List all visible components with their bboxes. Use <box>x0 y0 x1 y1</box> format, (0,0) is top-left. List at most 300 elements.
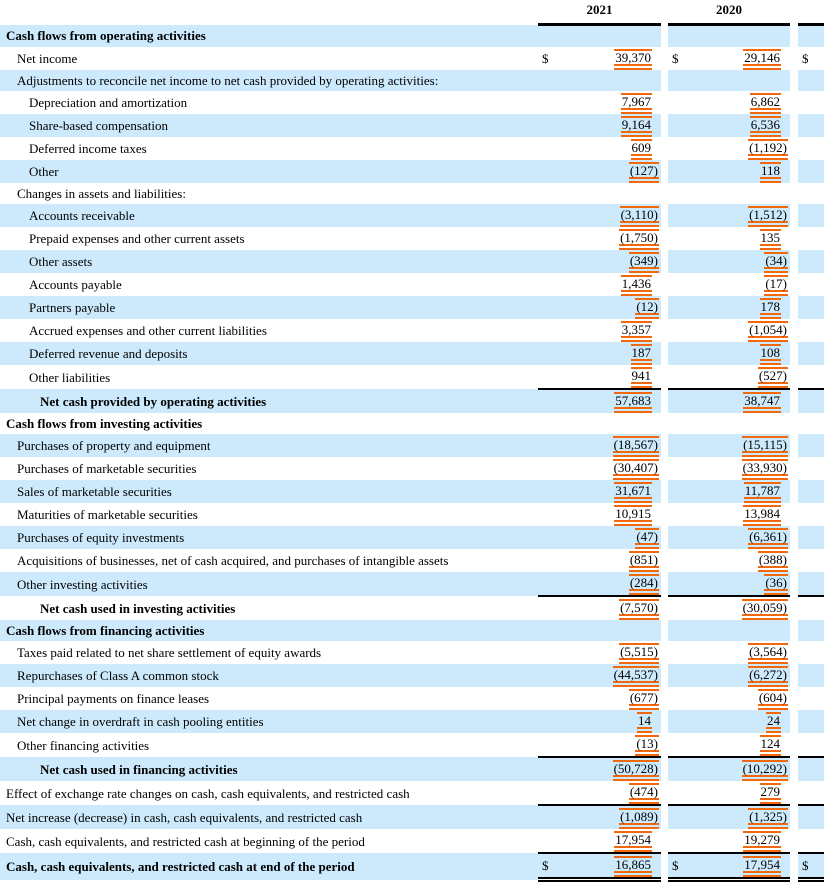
table-row <box>0 572 824 596</box>
tagged-value-2021[interactable]: 14 <box>637 712 652 733</box>
dollar-sign <box>538 227 556 250</box>
cutoff-column-dollar-sign <box>798 204 824 227</box>
value-cell-2021 <box>556 365 661 389</box>
tagged-value-2021[interactable]: 16,865 <box>614 856 652 877</box>
table-row <box>0 413 824 434</box>
value-cell-2020 <box>688 526 790 549</box>
row-label: Accounts receivable <box>0 204 538 227</box>
tagged-value-2020[interactable]: 19,279 <box>743 831 781 852</box>
table-row <box>0 733 824 757</box>
tagged-value-2021[interactable]: (5,515) <box>619 643 659 664</box>
dollar-sign <box>668 227 688 250</box>
value-cell-2020 <box>688 47 790 70</box>
tagged-value-2021[interactable]: 57,683 <box>614 392 652 413</box>
tagged-value-2020[interactable]: (33,930) <box>742 459 788 480</box>
table-row <box>0 526 824 549</box>
row-label: Taxes paid related to net share settlement of equity awards <box>17 645 322 660</box>
table-row <box>0 829 824 853</box>
row-label: Cash flows from operating activities <box>0 25 538 48</box>
tagged-value-2020[interactable]: 118 <box>760 162 781 183</box>
column-gap <box>790 413 798 434</box>
tagged-value-2020[interactable]: (3,564) <box>748 643 788 664</box>
value-cell-2021 <box>556 620 661 641</box>
tagged-value-2021[interactable]: (851) <box>629 551 659 572</box>
row-label: Deferred revenue and deposits <box>0 342 538 365</box>
value-cell-2021 <box>556 160 661 183</box>
cutoff-column-dollar-sign: $ <box>802 51 809 66</box>
value-cell-2020 <box>688 829 790 853</box>
tagged-value-2021[interactable]: 187 <box>631 344 653 365</box>
table-row <box>0 389 824 413</box>
value-cell-2021 <box>556 434 661 457</box>
tagged-value-2021[interactable]: (127) <box>629 162 659 183</box>
column-gap <box>790 620 798 641</box>
tagged-value-2021[interactable]: 609 <box>631 139 653 160</box>
dollar-sign <box>538 641 556 664</box>
tagged-value-2020[interactable]: (1,512) <box>748 206 788 227</box>
column-gap <box>661 853 668 880</box>
column-gap <box>661 549 668 572</box>
cutoff-column-dollar-sign <box>798 664 824 687</box>
value-cell-2020 <box>688 710 790 733</box>
dollar-sign <box>668 549 688 572</box>
table-row <box>0 434 824 457</box>
cutoff-column-dollar-sign <box>798 549 824 572</box>
row-label: Net cash used in investing activities <box>40 600 236 616</box>
value-cell-2021 <box>556 389 661 413</box>
dollar-sign <box>668 296 688 319</box>
value-cell-2021 <box>556 227 661 250</box>
tagged-value-2021[interactable]: (284) <box>629 574 659 595</box>
table-row <box>0 805 824 829</box>
row-label: Sales of marketable securities <box>0 480 538 503</box>
dollar-sign <box>538 273 556 296</box>
value-cell-2021 <box>556 503 661 526</box>
year-2021-header: 2021 <box>538 0 661 25</box>
column-gap <box>790 183 798 204</box>
table-row <box>0 227 824 250</box>
value-cell-2020 <box>688 434 790 457</box>
dollar-sign <box>538 687 556 710</box>
cutoff-column-dollar-sign <box>798 757 824 781</box>
dollar-sign <box>538 250 556 273</box>
table-row <box>0 710 824 733</box>
value-cell-2020 <box>688 805 790 829</box>
column-gap <box>661 413 668 434</box>
value-cell-2021 <box>556 25 661 48</box>
table-row <box>0 91 824 114</box>
cutoff-column-dollar-sign <box>798 434 824 457</box>
year-2020-header: 2020 <box>668 0 790 25</box>
column-gap <box>661 137 668 160</box>
tagged-value-2020[interactable]: 24 <box>766 712 781 733</box>
table-row <box>0 47 824 70</box>
tagged-value-2020[interactable]: (15,115) <box>742 436 788 457</box>
value-cell-2020 <box>688 596 790 620</box>
table-row <box>0 183 824 204</box>
value-cell-2021 <box>556 204 661 227</box>
dollar-sign <box>538 342 556 365</box>
table-row <box>0 365 824 389</box>
dollar-sign: $ <box>542 51 549 66</box>
table-row <box>0 273 824 296</box>
column-gap <box>790 114 798 137</box>
row-label: Net increase (decrease) in cash, cash equivalents, and restricted cash <box>0 805 538 829</box>
cutoff-column-dollar-sign <box>798 137 824 160</box>
row-label: Changes in assets and liabilities: <box>17 186 186 201</box>
tagged-value-2020[interactable]: (6,361) <box>748 528 788 549</box>
value-cell-2020 <box>688 687 790 710</box>
column-gap <box>790 457 798 480</box>
tagged-value-2020[interactable]: (34) <box>764 252 788 273</box>
tagged-value-2020[interactable]: (10,292) <box>742 760 788 781</box>
column-gap <box>790 434 798 457</box>
tagged-value-2020[interactable]: (1,192) <box>748 139 788 160</box>
cutoff-column-dollar-sign <box>798 457 824 480</box>
value-cell-2021 <box>556 91 661 114</box>
row-label: Cash, cash equivalents, and restricted cash at beginning of the period <box>6 833 365 849</box>
row-label: Effect of exchange rate changes on cash, cash equivalents, and restricted cash <box>6 785 410 801</box>
cutoff-column-dollar-sign <box>798 319 824 342</box>
column-gap <box>661 620 668 641</box>
row-label: Other liabilities <box>29 369 111 385</box>
cutoff-column-dollar-sign <box>798 526 824 549</box>
tagged-value-2021[interactable]: (50,728) <box>613 760 659 781</box>
tagged-value-2021[interactable]: 941 <box>631 367 653 388</box>
table-row <box>0 319 824 342</box>
tagged-value-2020[interactable]: 178 <box>760 298 782 319</box>
value-cell-2021 <box>556 687 661 710</box>
tagged-value-2020[interactable]: 108 <box>760 344 782 365</box>
row-label: Cash flows from investing activities <box>6 416 203 431</box>
column-gap <box>661 70 668 91</box>
column-gap <box>661 781 668 805</box>
value-cell-2021 <box>556 733 661 757</box>
tagged-value-2020[interactable]: (17) <box>764 275 788 296</box>
row-label: Purchases of equity investments <box>0 526 538 549</box>
dollar-sign <box>668 319 688 342</box>
column-gap <box>790 319 798 342</box>
dollar-sign <box>538 480 556 503</box>
tagged-value-2020[interactable]: (1,054) <box>748 321 788 342</box>
tagged-value-2020[interactable]: 135 <box>760 229 782 250</box>
column-gap <box>661 757 668 781</box>
dollar-sign <box>538 183 556 204</box>
column-gap <box>790 526 798 549</box>
value-cell-2021 <box>556 757 661 781</box>
dollar-sign: $ <box>672 51 679 66</box>
column-gap <box>661 503 668 526</box>
value-cell-2020 <box>688 114 790 137</box>
column-gap <box>661 91 668 114</box>
table-row <box>0 25 824 48</box>
dollar-sign <box>538 70 556 91</box>
table-row <box>0 480 824 503</box>
dollar-sign <box>538 160 556 183</box>
value-cell-2020 <box>688 572 790 596</box>
row-label: Adjustments to reconcile net income to net cash provided by operating activities: <box>0 70 538 91</box>
dollar-sign <box>668 342 688 365</box>
cutoff-column-dollar-sign <box>798 829 824 853</box>
row-label: Cash flows from financing activities <box>0 620 538 641</box>
cutoff-column-dollar-sign <box>798 365 824 389</box>
tagged-value-2020[interactable]: 6,536 <box>750 116 781 137</box>
value-cell-2020 <box>688 480 790 503</box>
dollar-sign <box>668 687 688 710</box>
table-row <box>0 160 824 183</box>
value-cell-2020 <box>688 641 790 664</box>
tagged-value-2020[interactable]: 124 <box>760 735 782 756</box>
tagged-value-2020[interactable]: (30,059) <box>742 599 788 620</box>
column-gap <box>661 25 668 48</box>
value-cell-2020 <box>688 137 790 160</box>
row-label: Repurchases of Class A common stock <box>0 664 538 687</box>
column-gap <box>661 296 668 319</box>
column-gap <box>661 457 668 480</box>
row-label: Share-based compensation <box>0 114 538 137</box>
column-gap <box>790 805 798 829</box>
value-cell-2021 <box>556 114 661 137</box>
column-gap <box>790 781 798 805</box>
cutoff-column-dollar-sign <box>798 710 824 733</box>
tagged-value-2020[interactable]: (36) <box>764 574 788 595</box>
tagged-value-2020[interactable]: 6,862 <box>750 93 781 114</box>
dollar-sign <box>538 526 556 549</box>
tagged-value-2021[interactable]: (3,110) <box>620 206 659 227</box>
value-cell-2020 <box>688 389 790 413</box>
tagged-value-2021[interactable]: (30,407) <box>613 459 659 480</box>
dollar-sign: $ <box>668 853 688 880</box>
tagged-value-2021[interactable]: (1,089) <box>619 808 659 829</box>
cutoff-column-dollar-sign <box>798 687 824 710</box>
tagged-value-2020[interactable]: (527) <box>758 367 788 388</box>
value-cell-2020 <box>688 733 790 757</box>
column-gap <box>790 480 798 503</box>
tagged-value-2021[interactable]: (7,570) <box>619 599 659 620</box>
row-label: Accrued expenses and other current liabilities <box>29 323 267 338</box>
value-cell-2020 <box>688 757 790 781</box>
value-cell-2020 <box>688 91 790 114</box>
dollar-sign <box>538 137 556 160</box>
column-gap <box>661 710 668 733</box>
value-cell-2020 <box>688 549 790 572</box>
cutoff-column-dollar-sign <box>798 114 824 137</box>
column-gap <box>790 733 798 757</box>
tagged-value-2020[interactable]: (6,272) <box>748 666 788 687</box>
column-gap <box>661 480 668 503</box>
value-cell-2020 <box>688 273 790 296</box>
row-label: Other <box>0 160 538 183</box>
value-cell-2020 <box>688 342 790 365</box>
dollar-sign <box>538 710 556 733</box>
value-cell-2021 <box>556 549 661 572</box>
value-cell-2021 <box>556 47 661 70</box>
value-cell-2021 <box>556 710 661 733</box>
tagged-value-2020[interactable]: (388) <box>758 551 788 572</box>
tagged-value-2020[interactable]: (1,325) <box>748 808 788 829</box>
tagged-value-2021[interactable]: 10,915 <box>614 505 652 526</box>
value-cell-2021 <box>556 250 661 273</box>
cutoff-column-dollar-sign <box>798 273 824 296</box>
column-gap <box>790 503 798 526</box>
column-gap <box>661 0 668 25</box>
column-gap <box>661 526 668 549</box>
column-gap <box>661 342 668 365</box>
tagged-value-2021[interactable]: (12) <box>635 298 659 319</box>
tagged-value-2021[interactable]: (18,567) <box>613 436 659 457</box>
value-cell-2020 <box>688 365 790 389</box>
tagged-value-2021[interactable]: (1,750) <box>619 229 659 250</box>
column-gap <box>661 687 668 710</box>
column-gap <box>790 596 798 620</box>
dollar-sign <box>538 596 556 620</box>
dollar-sign <box>538 781 556 805</box>
column-gap <box>790 25 798 48</box>
cutoff-column-dollar-sign <box>798 25 824 48</box>
tagged-value-2021[interactable]: (47) <box>635 528 659 549</box>
tagged-value-2021[interactable]: 1,436 <box>621 275 652 296</box>
tagged-value-2020[interactable]: 38,747 <box>743 392 781 413</box>
value-cell-2021 <box>556 319 661 342</box>
column-gap <box>661 596 668 620</box>
dollar-sign <box>668 114 688 137</box>
value-cell-2021 <box>556 296 661 319</box>
tagged-value-2021[interactable]: 3,357 <box>621 321 652 342</box>
tagged-value-2021[interactable]: 9,164 <box>621 116 652 137</box>
cutoff-column-dollar-sign <box>798 183 824 204</box>
dollar-sign <box>668 503 688 526</box>
tagged-value-2021[interactable]: 17,954 <box>614 831 652 852</box>
dollar-sign <box>538 434 556 457</box>
tagged-value-2020[interactable]: 11,787 <box>744 482 781 503</box>
tagged-value-2020[interactable]: 17,954 <box>743 856 781 877</box>
column-gap <box>790 0 798 25</box>
cutoff-column-dollar-sign <box>798 733 824 757</box>
tagged-value-2020[interactable]: (604) <box>758 689 788 710</box>
value-cell-2020 <box>688 250 790 273</box>
dollar-sign <box>538 757 556 781</box>
dollar-sign <box>668 25 688 48</box>
column-gap <box>790 296 798 319</box>
tagged-value-2021[interactable]: 31,671 <box>614 482 652 503</box>
value-cell-2021 <box>556 413 661 434</box>
dollar-sign <box>668 572 688 596</box>
column-gap <box>661 114 668 137</box>
dollar-sign <box>538 549 556 572</box>
table-row <box>0 853 824 880</box>
tagged-value-2020[interactable]: 29,146 <box>743 49 781 70</box>
cutoff-column-dollar-sign <box>798 296 824 319</box>
value-cell-2021 <box>556 664 661 687</box>
table-row <box>0 664 824 687</box>
cutoff-column-dollar-sign <box>798 160 824 183</box>
value-cell-2020 <box>688 413 790 434</box>
column-gap <box>661 434 668 457</box>
dollar-sign: $ <box>538 853 556 880</box>
value-cell-2020 <box>688 70 790 91</box>
value-cell-2020 <box>688 457 790 480</box>
row-label: Acquisitions of businesses, net of cash acquired, and purchases of intangible assets <box>17 553 449 568</box>
row-label: Maturities of marketable securities <box>17 507 198 522</box>
dollar-sign <box>538 91 556 114</box>
tagged-value-2020[interactable]: 13,984 <box>743 505 781 526</box>
dollar-sign <box>538 319 556 342</box>
cutoff-column-dollar-sign: $ <box>798 853 824 880</box>
cutoff-column-dollar-sign <box>798 503 824 526</box>
row-label: Partners payable <box>0 296 538 319</box>
dollar-sign <box>668 805 688 829</box>
dollar-sign <box>538 620 556 641</box>
dollar-sign <box>668 137 688 160</box>
cutoff-column-dollar-sign <box>798 342 824 365</box>
column-gap <box>790 91 798 114</box>
dollar-sign <box>538 457 556 480</box>
value-cell-2020 <box>688 620 790 641</box>
table-row <box>0 342 824 365</box>
tagged-value-2021[interactable]: (13) <box>635 735 659 756</box>
dollar-sign <box>668 829 688 853</box>
value-cell-2020 <box>688 853 790 880</box>
dollar-sign <box>668 757 688 781</box>
value-cell-2021 <box>556 596 661 620</box>
cutoff-column-dollar-sign <box>798 781 824 805</box>
table-row <box>0 137 824 160</box>
cutoff-year-header <box>798 0 824 25</box>
row-label: Net change in overdraft in cash pooling entities <box>0 710 538 733</box>
value-cell-2021 <box>556 342 661 365</box>
tagged-value-2021[interactable]: (677) <box>629 689 659 710</box>
tagged-value-2021[interactable]: (474) <box>629 783 659 804</box>
header-spacer <box>0 0 538 25</box>
dollar-sign <box>668 710 688 733</box>
value-cell-2021 <box>556 805 661 829</box>
column-gap <box>661 572 668 596</box>
value-cell-2021 <box>556 70 661 91</box>
table-row <box>0 503 824 526</box>
column-gap <box>790 853 798 880</box>
tagged-value-2020[interactable]: 279 <box>760 783 782 804</box>
tagged-value-2021[interactable]: (349) <box>629 252 659 273</box>
column-gap <box>790 70 798 91</box>
table-row <box>0 620 824 641</box>
column-gap <box>790 227 798 250</box>
cutoff-column-dollar-sign <box>798 641 824 664</box>
tagged-value-2021[interactable]: (44,537) <box>613 666 659 687</box>
value-cell-2021 <box>556 641 661 664</box>
tagged-value-2021[interactable]: 7,967 <box>621 93 652 114</box>
table-row <box>0 70 824 91</box>
cutoff-column-dollar-sign <box>798 91 824 114</box>
value-cell-2021 <box>556 480 661 503</box>
value-cell-2020 <box>688 664 790 687</box>
table-row <box>0 687 824 710</box>
dollar-sign <box>668 620 688 641</box>
column-gap <box>790 204 798 227</box>
dollar-sign <box>668 183 688 204</box>
dollar-sign <box>668 526 688 549</box>
table-row <box>0 596 824 620</box>
cutoff-column-dollar-sign <box>798 480 824 503</box>
table-row <box>0 250 824 273</box>
row-label: Other financing activities <box>17 737 150 753</box>
dollar-sign <box>538 805 556 829</box>
column-gap <box>790 250 798 273</box>
row-label: Net income <box>17 51 78 66</box>
row-label: Net cash used in financing activities <box>0 757 538 781</box>
tagged-value-2021[interactable]: 39,370 <box>614 49 652 70</box>
value-cell-2020 <box>688 183 790 204</box>
row-label: Net cash provided by operating activities <box>0 389 538 413</box>
